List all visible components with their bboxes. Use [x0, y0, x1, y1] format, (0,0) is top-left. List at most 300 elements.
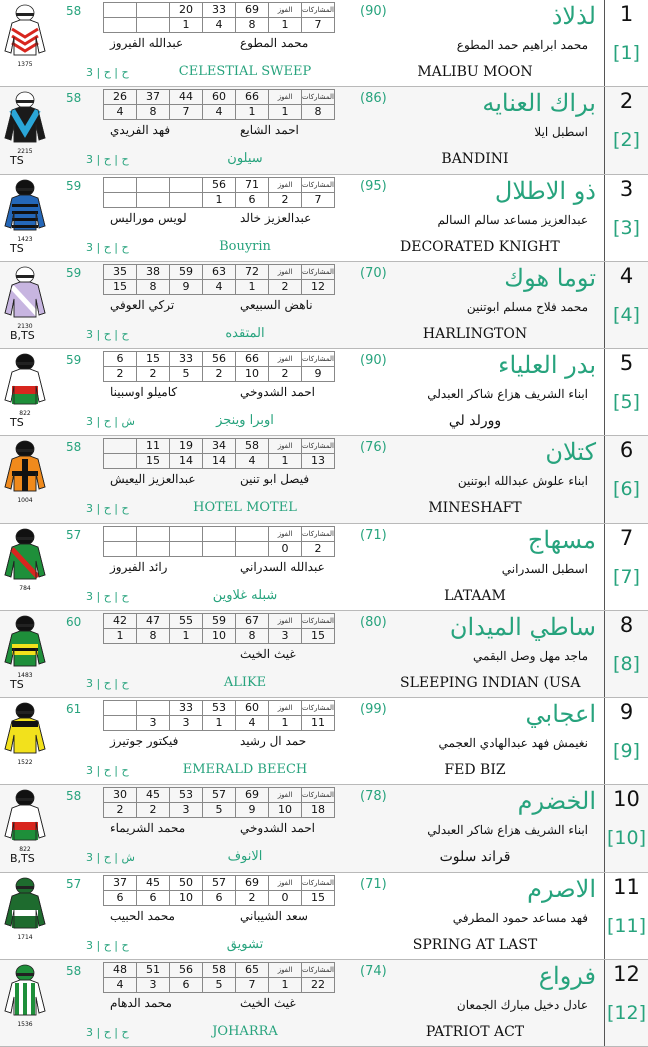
- form-rating-cell: [104, 526, 137, 541]
- form-position-cell: 1: [269, 454, 302, 469]
- form-rating-cell: 60: [203, 90, 236, 105]
- form-rating-cell: 37: [137, 90, 170, 105]
- form-position-cell: 3: [137, 977, 170, 992]
- form-rating-cell: 34: [203, 439, 236, 454]
- weight: 61: [66, 702, 82, 716]
- horse-name-arabic: الخضرم: [517, 787, 596, 816]
- form-positions-row: [104, 105, 335, 120]
- header-wins: الفوز: [269, 701, 302, 716]
- form-position-cell: 8: [137, 105, 170, 120]
- form-positions-row: [104, 367, 335, 382]
- form-position-cell: 9: [170, 279, 203, 294]
- form-ratings-row: [104, 177, 335, 192]
- form-position-cell: 3: [137, 716, 170, 731]
- form-position-cell: 13: [302, 454, 335, 469]
- form-rating-cell: 30: [104, 788, 137, 803]
- form-rating-cell: 51: [137, 962, 170, 977]
- dam-sire-name: DECORATED KNIGHT: [400, 238, 560, 255]
- header-wins: الفوز: [269, 352, 302, 367]
- form-rating-cell: 59: [203, 613, 236, 628]
- weight: 60: [66, 614, 82, 629]
- form-rating-cell: [203, 526, 236, 541]
- form-position-cell: 4: [236, 454, 269, 469]
- owner-name: ابناء الشريف هزاع شاكر العبدلي: [427, 387, 588, 401]
- horse-rating: (78): [360, 789, 387, 805]
- weight: 57: [66, 527, 82, 542]
- form-position-cell: [137, 541, 170, 556]
- jockey-silks-icon: [2, 701, 48, 761]
- runner-row: [0, 436, 648, 523]
- form-position-cell: 10: [170, 890, 203, 905]
- jockey-silks-icon: [2, 614, 48, 674]
- form-position-cell: 4: [104, 977, 137, 992]
- form-rating-cell: 69: [236, 788, 269, 803]
- weight: 58: [66, 91, 82, 106]
- form-position-cell: 2: [302, 541, 335, 556]
- horse-rating: (95): [360, 178, 387, 194]
- form-position-cell: 8: [236, 18, 269, 33]
- form-rating-cell: 69: [236, 875, 269, 890]
- silk-number: 822: [19, 410, 31, 417]
- post-position: [7]: [613, 565, 640, 588]
- form-position-cell: [104, 18, 137, 33]
- form-rating-cell: 45: [137, 875, 170, 890]
- form-position-cell: [104, 192, 137, 207]
- form-rating-cell: 56: [203, 352, 236, 367]
- jockey-name: عبدالعزيز اليعيش: [110, 472, 196, 487]
- horse-name-arabic: ساطي الميدان: [449, 612, 596, 641]
- post-position: [11]: [606, 914, 646, 937]
- form-position-cell: 15: [302, 890, 335, 905]
- form-position-cell: 0: [269, 541, 302, 556]
- jockey-silks-icon: [2, 178, 48, 238]
- gear-code: TS: [10, 677, 24, 691]
- form-position-cell: 3: [170, 716, 203, 731]
- dam-sire-name: MINESHAFT: [428, 500, 522, 517]
- runner-row: [0, 698, 648, 785]
- form-position-cell: 1: [269, 977, 302, 992]
- dam-sire-name: FED BIZ: [444, 762, 506, 778]
- runner-number: 4: [619, 263, 634, 288]
- runner-number: 7: [619, 525, 634, 550]
- form-position-cell: 1: [170, 18, 203, 33]
- header-wins: الفوز: [269, 439, 302, 454]
- form-rating-cell: 33: [170, 352, 203, 367]
- gear-code: B,TS: [10, 328, 35, 342]
- form-position-cell: [203, 541, 236, 556]
- weight: 57: [66, 876, 82, 891]
- form-position-cell: 1: [269, 716, 302, 731]
- horse-name-arabic: براك العنايه: [482, 89, 596, 118]
- form-rating-cell: [104, 3, 137, 18]
- form-rating-cell: [104, 177, 137, 192]
- form-position-cell: 1: [269, 105, 302, 120]
- runner-row: [0, 524, 648, 611]
- horse-rating: (74): [360, 963, 387, 979]
- form-position-cell: 5: [203, 803, 236, 818]
- owner-name: فهد مساعد حمود المطرفي: [452, 910, 588, 925]
- form-rating-cell: 15: [137, 352, 170, 367]
- horse-rating: (71): [360, 876, 387, 892]
- form-position-cell: 4: [203, 18, 236, 33]
- race-codes: 3 | ح | ح: [86, 153, 129, 167]
- form-table: [103, 177, 335, 208]
- header-starts: المشاركات: [302, 352, 335, 367]
- form-ratings-row: [104, 962, 335, 977]
- form-position-cell: 0: [269, 890, 302, 905]
- form-position-cell: 7: [302, 192, 335, 207]
- form-position-cell: 5: [170, 367, 203, 382]
- header-starts: المشاركات: [302, 613, 335, 628]
- form-rating-cell: 60: [236, 701, 269, 716]
- form-position-cell: 7: [302, 18, 335, 33]
- header-starts: المشاركات: [302, 439, 335, 454]
- form-position-cell: 2: [269, 279, 302, 294]
- form-positions-row: [104, 716, 335, 731]
- form-table: [103, 2, 335, 33]
- form-position-cell: 22: [302, 977, 335, 992]
- form-position-cell: 18: [302, 803, 335, 818]
- form-rating-cell: 37: [104, 875, 137, 890]
- jockey-silks-icon: [2, 963, 48, 1023]
- sire-name: CELESTIAL SWEEP: [178, 64, 312, 79]
- form-position-cell: 2: [137, 367, 170, 382]
- trainer-name: ناهض السبيعي: [240, 297, 313, 312]
- post-position: [3]: [613, 216, 640, 239]
- runner-number: 12: [613, 961, 640, 986]
- form-positions-row: [104, 977, 335, 992]
- runner-row: [0, 0, 648, 87]
- form-rating-cell: [137, 526, 170, 541]
- form-position-cell: 8: [137, 279, 170, 294]
- weight: 59: [66, 265, 82, 280]
- post-position: [2]: [613, 129, 640, 152]
- jockey-name: تركي العوفي: [110, 297, 175, 312]
- header-starts: المشاركات: [302, 3, 335, 18]
- form-ratings-row: [104, 439, 335, 454]
- horse-name-arabic: لذلاذ: [551, 2, 596, 30]
- form-position-cell: 4: [203, 105, 236, 120]
- form-rating-cell: 53: [203, 701, 236, 716]
- dam-sire-name: قراند سلوت: [439, 849, 511, 866]
- owner-name: ابناء علوش عبدالله ابوتنين: [457, 474, 588, 489]
- horse-rating: (90): [360, 4, 387, 19]
- dam-sire-name: HARLINGTON: [422, 325, 528, 342]
- form-rating-cell: 67: [236, 613, 269, 628]
- horse-name-arabic: مسهاج: [527, 525, 596, 554]
- runner-number: 1: [619, 2, 634, 26]
- form-position-cell: 2: [104, 367, 137, 382]
- form-position-cell: 8: [137, 628, 170, 643]
- header-wins: الفوز: [269, 875, 302, 890]
- form-ratings-row: [104, 788, 335, 803]
- trainer-name: احمد الشدوخي: [240, 821, 316, 836]
- form-rating-cell: 53: [170, 788, 203, 803]
- form-position-cell: 1: [269, 18, 302, 33]
- form-rating-cell: 11: [137, 439, 170, 454]
- header-starts: المشاركات: [302, 962, 335, 977]
- horse-rating: (70): [360, 265, 387, 281]
- race-codes: 3 | ح | ح: [86, 764, 129, 777]
- sire-name: HOTEL MOTEL: [193, 500, 297, 516]
- sire-name: سيلون: [227, 151, 263, 167]
- silk-number: 1483: [17, 671, 33, 679]
- horse-rating: (99): [360, 702, 387, 717]
- form-rating-cell: [137, 3, 170, 18]
- post-position: [5]: [613, 391, 640, 413]
- form-position-cell: [137, 192, 170, 207]
- runner-number: 2: [619, 89, 634, 114]
- form-position-cell: 1: [203, 716, 236, 731]
- owner-name: عادل دخيل مبارك الجمعان: [456, 997, 588, 1012]
- gear-code: TS: [10, 416, 24, 429]
- form-rating-cell: [236, 526, 269, 541]
- horse-name-arabic: كتلان: [545, 438, 596, 467]
- jockey-silks-icon: [2, 3, 48, 63]
- jockey-name: كاميلو اوسبينا: [110, 385, 178, 399]
- form-positions-row: [104, 454, 335, 469]
- form-rating-cell: 58: [236, 439, 269, 454]
- gear-code: B,TS: [10, 852, 35, 866]
- form-rating-cell: 6: [104, 352, 137, 367]
- horse-name-arabic: ذو الاطلال: [494, 176, 596, 205]
- form-position-cell: 2: [236, 890, 269, 905]
- form-rating-cell: 44: [170, 90, 203, 105]
- header-wins: الفوز: [269, 962, 302, 977]
- form-position-cell: 8: [236, 628, 269, 643]
- dam-sire-name: PATRIOT ACT: [425, 1023, 525, 1040]
- form-rating-cell: 66: [236, 352, 269, 367]
- sire-name: JOHARRA: [212, 1023, 278, 1039]
- race-codes: 3 | ش | ح: [86, 415, 135, 428]
- form-position-cell: 1: [104, 628, 137, 643]
- form-rating-cell: 33: [203, 3, 236, 18]
- runner-number: 3: [619, 176, 634, 201]
- form-rating-cell: 50: [170, 875, 203, 890]
- form-ratings-row: [104, 3, 335, 18]
- form-rating-cell: 71: [236, 177, 269, 192]
- header-wins: الفوز: [269, 788, 302, 803]
- jockey-name: محمد الدهام: [110, 995, 172, 1010]
- header-wins: الفوز: [269, 264, 302, 279]
- form-positions-row: [104, 628, 335, 643]
- header-starts: المشاركات: [302, 90, 335, 105]
- horse-rating: (90): [360, 353, 387, 368]
- jockey-name: فهد الفريدي: [110, 123, 171, 138]
- silk-number: 822: [19, 846, 31, 854]
- form-position-cell: [170, 541, 203, 556]
- form-position-cell: 4: [203, 279, 236, 294]
- weight: 59: [66, 178, 82, 193]
- form-rating-cell: 72: [236, 264, 269, 279]
- sire-name: ALIKE: [223, 674, 267, 690]
- header-starts: المشاركات: [302, 526, 335, 541]
- form-rating-cell: 48: [104, 962, 137, 977]
- post-position: [9]: [613, 740, 640, 762]
- form-rating-cell: 69: [236, 3, 269, 18]
- form-position-cell: 10: [236, 367, 269, 382]
- weight: 58: [66, 789, 82, 804]
- form-position-cell: 1: [236, 105, 269, 120]
- form-table: [103, 351, 335, 382]
- jockey-silks-icon: [2, 352, 48, 412]
- form-rating-cell: 35: [104, 264, 137, 279]
- post-position: [6]: [613, 478, 640, 501]
- form-position-cell: 2: [269, 367, 302, 382]
- jockey-name: محمد الحبيب: [110, 908, 175, 923]
- form-position-cell: 1: [236, 279, 269, 294]
- form-ratings-row: [104, 90, 335, 105]
- form-position-cell: 2: [269, 192, 302, 207]
- owner-name: نغيمش فهد عبدالهادي العجمي: [438, 736, 588, 750]
- jockey-name: عبدالله الفيروز: [110, 36, 184, 50]
- form-ratings-row: [104, 613, 335, 628]
- horse-rating: (86): [360, 91, 387, 107]
- sire-name: المتقده: [225, 325, 265, 341]
- runner-number: 10: [613, 787, 640, 812]
- dam-sire-name: وورلد لي: [448, 413, 502, 429]
- weight: 58: [66, 963, 82, 978]
- header-starts: المشاركات: [302, 788, 335, 803]
- form-table: [103, 700, 335, 731]
- owner-name: اسطبل السدراني: [501, 561, 588, 576]
- form-rating-cell: 66: [236, 90, 269, 105]
- race-codes: 3 | ح | ح: [86, 1025, 129, 1039]
- runner-number: 11: [613, 874, 640, 899]
- form-position-cell: [170, 192, 203, 207]
- form-position-cell: 12: [302, 279, 335, 294]
- form-table: [103, 89, 335, 120]
- horse-name-arabic: اعجابي: [525, 700, 596, 728]
- form-positions-row: [104, 803, 335, 818]
- race-codes: 3 | ح | ح: [86, 502, 129, 516]
- form-rating-cell: 65: [236, 962, 269, 977]
- owner-name: محمد فلاح مسلم ابوتنين: [466, 299, 588, 314]
- form-table: [103, 613, 335, 644]
- gear-code: TS: [10, 154, 24, 168]
- form-position-cell: 1: [170, 628, 203, 643]
- form-position-cell: 8: [302, 105, 335, 120]
- horse-rating: (76): [360, 440, 387, 456]
- form-rating-cell: 57: [203, 788, 236, 803]
- header-starts: المشاركات: [302, 875, 335, 890]
- form-position-cell: 15: [104, 279, 137, 294]
- form-position-cell: [236, 541, 269, 556]
- form-rating-cell: [104, 701, 137, 716]
- form-rating-cell: 33: [170, 701, 203, 716]
- form-rating-cell: 56: [203, 177, 236, 192]
- form-ratings-row: [104, 352, 335, 367]
- header-wins: الفوز: [269, 177, 302, 192]
- form-rating-cell: 57: [203, 875, 236, 890]
- race-codes: 3 | ح | ح: [86, 66, 129, 79]
- horse-name-arabic: بدر العلياء: [498, 351, 596, 379]
- form-position-cell: [104, 716, 137, 731]
- form-position-cell: 7: [170, 105, 203, 120]
- runner-row: [0, 611, 648, 698]
- race-codes: 3 | ح | ح: [86, 240, 129, 254]
- sire-name: الانوف: [227, 849, 263, 865]
- runner-row: [0, 785, 648, 872]
- owner-name: محمد ابراهيم حمد المطوع: [456, 38, 588, 52]
- runner-row: [0, 175, 648, 262]
- form-rating-cell: 45: [137, 788, 170, 803]
- form-position-cell: 6: [104, 890, 137, 905]
- jockey-silks-icon: [2, 788, 48, 848]
- form-position-cell: 3: [170, 803, 203, 818]
- trainer-name: غيث الخيث: [240, 646, 296, 661]
- form-table: [103, 962, 335, 993]
- form-ratings-row: [104, 264, 335, 279]
- dam-sire-name: BANDINI: [441, 151, 509, 168]
- form-rating-cell: 42: [104, 613, 137, 628]
- form-rating-cell: 20: [170, 3, 203, 18]
- trainer-name: عبدالله السدراني: [240, 559, 325, 574]
- trainer-name: احمد الشايع: [240, 123, 299, 138]
- form-rating-cell: [137, 177, 170, 192]
- race-codes: 3 | ح | ح: [86, 327, 129, 341]
- runner-row: [0, 262, 648, 349]
- horse-rating: (71): [360, 527, 387, 543]
- owner-name: ابناء الشريف هزاع شاكر العبدلي: [427, 823, 588, 838]
- header-starts: المشاركات: [302, 701, 335, 716]
- silk-number: 2130: [17, 322, 33, 330]
- form-position-cell: 10: [269, 803, 302, 818]
- runner-row: [0, 960, 648, 1047]
- jockey-silks-icon: [2, 876, 48, 936]
- trainer-name: محمد المطوع: [240, 36, 309, 50]
- trainer-name: سعد الشيباني: [240, 908, 308, 923]
- jockey-silks-icon: [2, 527, 48, 587]
- form-table: [103, 787, 335, 818]
- runner-number: 8: [619, 612, 634, 637]
- post-position: [8]: [613, 652, 640, 675]
- form-position-cell: 4: [104, 105, 137, 120]
- form-position-cell: 1: [203, 192, 236, 207]
- form-position-cell: 6: [203, 890, 236, 905]
- silk-number: 1714: [17, 933, 33, 941]
- form-rating-cell: [170, 526, 203, 541]
- form-positions-row: [104, 279, 335, 294]
- form-table: [103, 438, 335, 469]
- form-rating-cell: 63: [203, 264, 236, 279]
- form-position-cell: 9: [302, 367, 335, 382]
- form-positions-row: [104, 890, 335, 905]
- jockey-name: لويس موراليس: [110, 210, 187, 225]
- sire-name: تشويق: [226, 936, 264, 952]
- form-position-cell: 4: [236, 716, 269, 731]
- silk-number: 1004: [17, 497, 33, 505]
- form-rating-cell: [104, 439, 137, 454]
- trainer-name: فيصل ابو تنين: [240, 472, 310, 487]
- form-position-cell: [104, 454, 137, 469]
- silk-number: 2215: [17, 148, 33, 156]
- weight: 58: [66, 4, 82, 18]
- form-rating-cell: 56: [170, 962, 203, 977]
- trainer-name: عبدالعزيز خالد: [240, 210, 312, 225]
- form-positions-row: [104, 541, 335, 556]
- race-codes: 3 | ح | ح: [86, 938, 129, 952]
- runner-number: 9: [619, 700, 634, 724]
- runner-number: 5: [619, 351, 634, 375]
- post-position: [10]: [606, 827, 646, 850]
- jockey-name: محمد الشريماء: [110, 821, 186, 836]
- form-position-cell: 6: [236, 192, 269, 207]
- form-rating-cell: [137, 701, 170, 716]
- horse-rating: (80): [360, 614, 387, 630]
- form-position-cell: 15: [137, 454, 170, 469]
- owner-name: اسطبل ايلا: [534, 125, 588, 140]
